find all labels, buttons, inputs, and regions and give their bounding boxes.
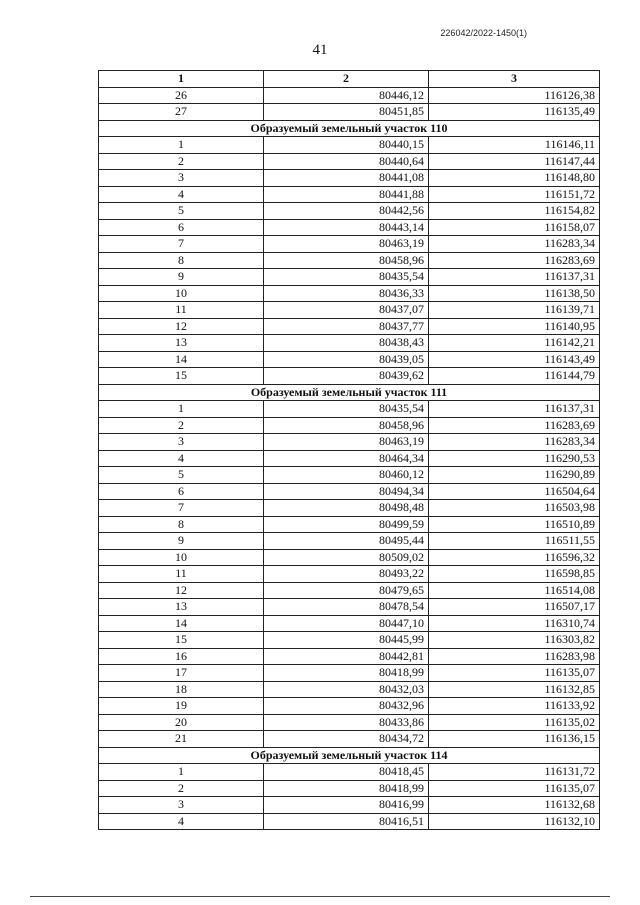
section-title: Образуемый земельный участок 110	[99, 120, 600, 137]
x-coordinate-cell: 80436,33	[264, 285, 429, 302]
point-number-cell: 3	[99, 170, 264, 187]
y-coordinate-cell: 116136,15	[429, 731, 600, 748]
x-coordinate-cell: 80464,34	[264, 450, 429, 467]
y-coordinate-cell: 116147,44	[429, 153, 600, 170]
y-coordinate-cell: 116133,92	[429, 698, 600, 715]
x-coordinate-cell: 80432,96	[264, 698, 429, 715]
table-row	[99, 153, 600, 170]
point-number-cell: 14	[99, 615, 264, 632]
y-coordinate-cell: 116143,49	[429, 351, 600, 368]
x-coordinate-cell: 80416,51	[264, 813, 429, 830]
y-coordinate-cell: 116142,21	[429, 335, 600, 352]
point-number-cell: 14	[99, 351, 264, 368]
table-row	[99, 615, 600, 632]
x-coordinate-cell: 80442,56	[264, 203, 429, 220]
coordinates-table	[98, 70, 600, 830]
point-number-cell: 11	[99, 302, 264, 319]
x-coordinate-cell: 80447,10	[264, 615, 429, 632]
point-number-cell: 19	[99, 698, 264, 715]
point-number-cell: 6	[99, 219, 264, 236]
section-title: Образуемый земельный участок 114	[99, 747, 600, 764]
table-row	[99, 632, 600, 649]
y-coordinate-cell: 116283,34	[429, 236, 600, 253]
point-number-cell: 1	[99, 764, 264, 781]
table-row	[99, 417, 600, 434]
y-coordinate-cell: 116146,11	[429, 137, 600, 154]
table-row	[99, 648, 600, 665]
table-row	[99, 219, 600, 236]
point-number-cell: 7	[99, 500, 264, 517]
y-coordinate-cell: 116310,74	[429, 615, 600, 632]
table-row	[99, 318, 600, 335]
point-number-cell: 3	[99, 434, 264, 451]
y-coordinate-cell: 116503,98	[429, 500, 600, 517]
point-number-cell: 13	[99, 599, 264, 616]
y-coordinate-cell: 116135,02	[429, 714, 600, 731]
table-row	[99, 401, 600, 418]
x-coordinate-cell: 80437,07	[264, 302, 429, 319]
point-number-cell: 12	[99, 582, 264, 599]
y-coordinate-cell: 116158,07	[429, 219, 600, 236]
x-coordinate-cell: 80451,85	[264, 104, 429, 121]
point-number-cell: 9	[99, 533, 264, 550]
y-coordinate-cell: 116283,69	[429, 417, 600, 434]
x-coordinate-cell: 80440,15	[264, 137, 429, 154]
x-coordinate-cell: 80478,54	[264, 599, 429, 616]
point-number-cell: 2	[99, 417, 264, 434]
y-coordinate-cell: 116148,80	[429, 170, 600, 187]
page-number: 41	[312, 42, 328, 58]
x-coordinate-cell: 80458,96	[264, 417, 429, 434]
point-number-cell: 12	[99, 318, 264, 335]
section-title: Образуемый земельный участок 111	[99, 384, 600, 401]
point-number-cell: 2	[99, 153, 264, 170]
x-coordinate-cell: 80418,99	[264, 780, 429, 797]
y-coordinate-cell: 116598,85	[429, 566, 600, 583]
x-coordinate-cell: 80463,19	[264, 236, 429, 253]
y-coordinate-cell: 116132,68	[429, 797, 600, 814]
x-coordinate-cell: 80493,22	[264, 566, 429, 583]
x-coordinate-cell: 80499,59	[264, 516, 429, 533]
point-number-cell: 15	[99, 368, 264, 385]
point-number-cell: 11	[99, 566, 264, 583]
table-row	[99, 87, 600, 104]
x-coordinate-cell: 80458,96	[264, 252, 429, 269]
table-row	[99, 285, 600, 302]
table-row	[99, 714, 600, 731]
table-row	[99, 533, 600, 550]
point-number-cell: 20	[99, 714, 264, 731]
table-row	[99, 335, 600, 352]
point-number-cell: 4	[99, 186, 264, 203]
point-number-cell: 16	[99, 648, 264, 665]
table-row	[99, 681, 600, 698]
y-coordinate-cell: 116132,10	[429, 813, 600, 830]
y-coordinate-cell: 116283,34	[429, 434, 600, 451]
point-number-cell: 8	[99, 516, 264, 533]
y-coordinate-cell: 116137,31	[429, 401, 600, 418]
bottom-rule	[30, 896, 610, 897]
y-coordinate-cell: 116135,07	[429, 780, 600, 797]
x-coordinate-cell: 80441,88	[264, 186, 429, 203]
x-coordinate-cell: 80479,65	[264, 582, 429, 599]
y-coordinate-cell: 116144,79	[429, 368, 600, 385]
table-row	[99, 170, 600, 187]
table-row	[99, 351, 600, 368]
column-header: 2	[264, 71, 429, 88]
table-row	[99, 582, 600, 599]
x-coordinate-cell: 80494,34	[264, 483, 429, 500]
y-coordinate-cell: 116154,82	[429, 203, 600, 220]
table-row	[99, 566, 600, 583]
point-number-cell: 17	[99, 665, 264, 682]
x-coordinate-cell: 80437,77	[264, 318, 429, 335]
point-number-cell: 21	[99, 731, 264, 748]
section-header-row	[99, 747, 600, 764]
point-number-cell: 10	[99, 549, 264, 566]
x-coordinate-cell: 80418,99	[264, 665, 429, 682]
y-coordinate-cell: 116283,98	[429, 648, 600, 665]
y-coordinate-cell: 116132,85	[429, 681, 600, 698]
x-coordinate-cell: 80460,12	[264, 467, 429, 484]
x-coordinate-cell: 80434,72	[264, 731, 429, 748]
x-coordinate-cell: 80443,14	[264, 219, 429, 236]
point-number-cell: 26	[99, 87, 264, 104]
y-coordinate-cell: 116507,17	[429, 599, 600, 616]
y-coordinate-cell: 116596,32	[429, 549, 600, 566]
point-number-cell: 18	[99, 681, 264, 698]
x-coordinate-cell: 80435,54	[264, 401, 429, 418]
table-row	[99, 186, 600, 203]
y-coordinate-cell: 116135,49	[429, 104, 600, 121]
point-number-cell: 1	[99, 137, 264, 154]
table-row	[99, 137, 600, 154]
point-number-cell: 15	[99, 632, 264, 649]
y-coordinate-cell: 116151,72	[429, 186, 600, 203]
x-coordinate-cell: 80439,62	[264, 368, 429, 385]
y-coordinate-cell: 116511,55	[429, 533, 600, 550]
y-coordinate-cell: 116131,72	[429, 764, 600, 781]
x-coordinate-cell: 80416,99	[264, 797, 429, 814]
table-row	[99, 599, 600, 616]
section-header-row	[99, 384, 600, 401]
y-coordinate-cell: 116140,95	[429, 318, 600, 335]
point-number-cell: 6	[99, 483, 264, 500]
x-coordinate-cell: 80442,81	[264, 648, 429, 665]
table-row	[99, 549, 600, 566]
table-row	[99, 665, 600, 682]
table-row	[99, 252, 600, 269]
point-number-cell: 1	[99, 401, 264, 418]
point-number-cell: 8	[99, 252, 264, 269]
point-number-cell: 9	[99, 269, 264, 286]
table-row	[99, 368, 600, 385]
x-coordinate-cell: 80440,64	[264, 153, 429, 170]
x-coordinate-cell: 80432,03	[264, 681, 429, 698]
x-coordinate-cell: 80439,05	[264, 351, 429, 368]
y-coordinate-cell: 116135,07	[429, 665, 600, 682]
table-row	[99, 269, 600, 286]
point-number-cell: 2	[99, 780, 264, 797]
table-row	[99, 516, 600, 533]
point-number-cell: 27	[99, 104, 264, 121]
y-coordinate-cell: 116290,53	[429, 450, 600, 467]
point-number-cell: 4	[99, 450, 264, 467]
point-number-cell: 13	[99, 335, 264, 352]
table-row	[99, 203, 600, 220]
table-row	[99, 764, 600, 781]
point-number-cell: 5	[99, 203, 264, 220]
x-coordinate-cell: 80435,54	[264, 269, 429, 286]
table-row	[99, 500, 600, 517]
table-row	[99, 797, 600, 814]
x-coordinate-cell: 80498,48	[264, 500, 429, 517]
table-row	[99, 434, 600, 451]
y-coordinate-cell: 116139,71	[429, 302, 600, 319]
y-coordinate-cell: 116510,89	[429, 516, 600, 533]
table-header-row	[99, 71, 600, 88]
column-header: 3	[429, 71, 600, 88]
y-coordinate-cell: 116504,64	[429, 483, 600, 500]
table-row	[99, 483, 600, 500]
y-coordinate-cell: 116137,31	[429, 269, 600, 286]
table-row	[99, 302, 600, 319]
y-coordinate-cell: 116138,50	[429, 285, 600, 302]
table-row	[99, 450, 600, 467]
table-row	[99, 731, 600, 748]
table-row	[99, 813, 600, 830]
x-coordinate-cell: 80446,12	[264, 87, 429, 104]
point-number-cell: 7	[99, 236, 264, 253]
x-coordinate-cell: 80441,08	[264, 170, 429, 187]
x-coordinate-cell: 80495,44	[264, 533, 429, 550]
table-row	[99, 467, 600, 484]
point-number-cell: 4	[99, 813, 264, 830]
y-coordinate-cell: 116514,08	[429, 582, 600, 599]
table-row	[99, 780, 600, 797]
x-coordinate-cell: 80418,45	[264, 764, 429, 781]
point-number-cell: 5	[99, 467, 264, 484]
point-number-cell: 10	[99, 285, 264, 302]
table-row	[99, 236, 600, 253]
y-coordinate-cell: 116283,69	[429, 252, 600, 269]
y-coordinate-cell: 116303,82	[429, 632, 600, 649]
table-body	[99, 87, 600, 830]
x-coordinate-cell: 80509,02	[264, 549, 429, 566]
x-coordinate-cell: 80438,43	[264, 335, 429, 352]
y-coordinate-cell: 116290,89	[429, 467, 600, 484]
document-id: 226042/2022-1450(1)	[440, 28, 527, 38]
column-header: 1	[99, 71, 264, 88]
x-coordinate-cell: 80433,86	[264, 714, 429, 731]
table-row	[99, 104, 600, 121]
section-header-row	[99, 120, 600, 137]
x-coordinate-cell: 80445,99	[264, 632, 429, 649]
x-coordinate-cell: 80463,19	[264, 434, 429, 451]
y-coordinate-cell: 116126,38	[429, 87, 600, 104]
point-number-cell: 3	[99, 797, 264, 814]
table-row	[99, 698, 600, 715]
